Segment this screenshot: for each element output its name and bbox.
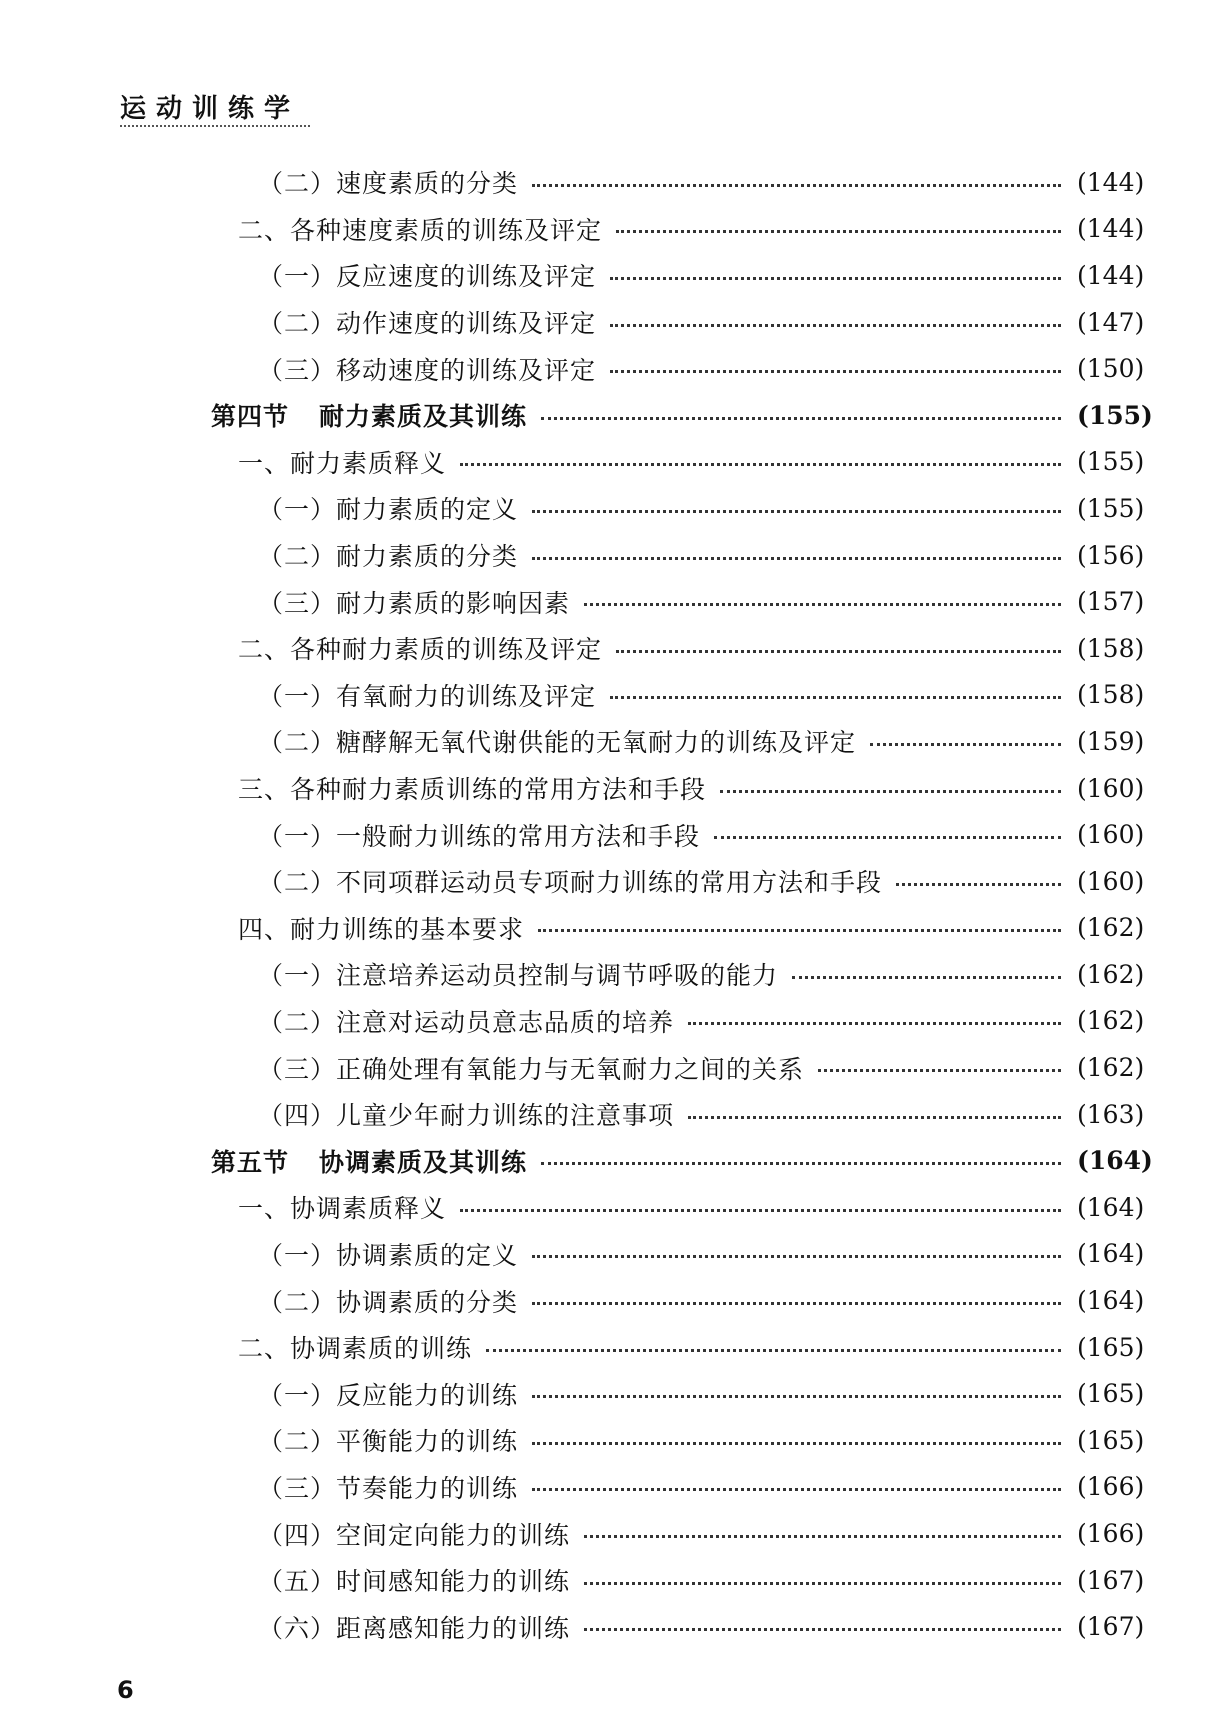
entry-text: （一）耐力素质的定义 (258, 495, 519, 525)
toc-entry-title (258, 1516, 570, 1552)
toc-page-number: (164) (1077, 1146, 1153, 1176)
section-number: 第五节 (211, 1147, 290, 1177)
toc-entry (0, 765, 1223, 812)
entry-text: （一）反应速度的训练及评定 (258, 262, 597, 292)
toc-entry-title (258, 1003, 674, 1039)
toc-entry (0, 951, 1223, 998)
entry-text: （二）糖酵解无氧代谢供能的无氧耐力的训练及评定 (258, 728, 857, 758)
toc-entry-title (238, 211, 602, 247)
dot-leader (896, 883, 1061, 886)
toc-page-number: (155) (1077, 493, 1145, 523)
entry-text: （三）节奏能力的训练 (258, 1473, 519, 1503)
section-title: 协调素质及其训练 (319, 1147, 528, 1177)
dot-leader (688, 1116, 1061, 1119)
entry-text: 一、耐力素质释义 (238, 448, 447, 478)
toc-entry-title (258, 1422, 518, 1458)
toc-entry (0, 905, 1223, 952)
toc-entry-title (238, 444, 446, 480)
toc-entry (0, 532, 1223, 579)
dot-leader (541, 1162, 1061, 1165)
toc-entry-title (258, 584, 570, 620)
toc-entry (0, 439, 1223, 486)
entry-text: （二）不同项群运动员专项耐力训练的常用方法和手段 (258, 868, 883, 898)
toc-page-number: (157) (1077, 587, 1145, 617)
entry-text: 二、各种速度素质的训练及评定 (238, 215, 603, 245)
toc-section-heading (0, 392, 1223, 439)
entry-text: （四）空间定向能力的训练 (258, 1520, 571, 1550)
toc-entry-title (258, 1562, 570, 1598)
entry-text: 四、耐力训练的基本要求 (238, 914, 525, 944)
toc-page-number: (162) (1077, 1006, 1145, 1036)
dot-leader (532, 557, 1061, 560)
toc-entry (0, 1091, 1223, 1138)
toc-page-number: (159) (1077, 726, 1145, 756)
toc-entry (0, 1417, 1223, 1464)
dot-leader (541, 417, 1061, 420)
toc-page-number: (166) (1077, 1519, 1145, 1549)
toc-page-number: (160) (1077, 866, 1145, 896)
toc-entry (0, 1557, 1223, 1604)
entry-text: （三）移动速度的训练及评定 (258, 355, 597, 385)
toc-entry-title (258, 1609, 570, 1645)
toc-page-number: (162) (1077, 959, 1145, 989)
toc-page-number: (164) (1077, 1239, 1145, 1269)
toc-page-number: (150) (1077, 354, 1145, 384)
entry-text: 二、各种耐力素质的训练及评定 (238, 635, 603, 665)
toc-page-number: (155) (1077, 447, 1145, 477)
dot-leader (818, 1069, 1061, 1072)
entry-text: （二）注意对运动员意志品质的培养 (258, 1007, 675, 1037)
toc-entry-title (211, 1143, 527, 1179)
entry-text: （一）协调素质的定义 (258, 1240, 519, 1270)
toc-entry-title (258, 677, 596, 713)
entry-text: 一、协调素质释义 (238, 1194, 447, 1224)
toc-entry-title (258, 1236, 518, 1272)
toc-entry (0, 1044, 1223, 1091)
entry-text: （一）反应能力的训练 (258, 1380, 519, 1410)
toc-entry (0, 1370, 1223, 1417)
entry-text: （一）一般耐力训练的常用方法和手段 (258, 821, 701, 851)
toc-page-number: (160) (1077, 773, 1145, 803)
toc-entry-title (258, 817, 700, 853)
entry-text: （二）动作速度的训练及评定 (258, 309, 597, 339)
dot-leader (460, 1209, 1061, 1212)
section-title: 耐力素质及其训练 (319, 402, 528, 432)
toc-entry (0, 858, 1223, 905)
dot-leader (486, 1349, 1061, 1352)
dot-leader (616, 230, 1061, 233)
entry-text: 三、各种耐力素质训练的常用方法和手段 (238, 775, 707, 805)
entry-text: （一）有氧耐力的训练及评定 (258, 681, 597, 711)
toc-page-number: (165) (1077, 1379, 1145, 1409)
page-number: 6 (117, 1676, 134, 1704)
dot-leader (792, 976, 1061, 979)
toc-entry-title (238, 1189, 446, 1225)
entry-text: （六）距离感知能力的训练 (258, 1613, 571, 1643)
dot-leader (584, 1628, 1061, 1631)
entry-text: （二）平衡能力的训练 (258, 1427, 519, 1457)
dot-leader (532, 510, 1061, 513)
dot-leader (532, 184, 1061, 187)
toc-page-number: (155) (1077, 400, 1153, 430)
toc-page-number: (164) (1077, 1286, 1145, 1316)
toc-page-number: (166) (1077, 1472, 1145, 1502)
toc-entry-title (258, 1469, 518, 1505)
dot-leader (532, 1395, 1061, 1398)
toc-entry (0, 718, 1223, 765)
dot-leader (616, 650, 1061, 653)
dot-leader (610, 277, 1061, 280)
toc-entry-title (258, 1050, 804, 1086)
entry-text: （二）速度素质的分类 (258, 169, 519, 199)
toc-entry (0, 1603, 1223, 1650)
dot-leader (714, 836, 1061, 839)
dot-leader (610, 370, 1061, 373)
toc-section-heading (0, 1137, 1223, 1184)
toc-entry (0, 159, 1223, 206)
entry-text: （五）时间感知能力的训练 (258, 1567, 571, 1597)
toc-entry-title (258, 1096, 674, 1132)
toc-page-number: (167) (1077, 1612, 1145, 1642)
toc-entry-title (258, 490, 518, 526)
dot-leader (610, 696, 1061, 699)
toc-entry-title (258, 956, 778, 992)
table-of-contents (0, 159, 1223, 1650)
toc-page-number: (162) (1077, 1053, 1145, 1083)
toc-entry-title (258, 351, 596, 387)
dot-leader (584, 603, 1061, 606)
dot-leader (532, 1488, 1061, 1491)
toc-page-number: (163) (1077, 1099, 1145, 1129)
toc-page-number: (165) (1077, 1425, 1145, 1455)
entry-text: （四）儿童少年耐力训练的注意事项 (258, 1101, 675, 1131)
toc-entry-title (238, 1329, 472, 1365)
dot-leader (460, 463, 1061, 466)
toc-entry-title (258, 863, 882, 899)
toc-entry-title (258, 1283, 518, 1319)
entry-text: （三）正确处理有氧能力与无氧耐力之间的关系 (258, 1054, 805, 1084)
toc-page-number: (144) (1077, 214, 1145, 244)
toc-entry (0, 299, 1223, 346)
entry-text: （二）耐力素质的分类 (258, 542, 519, 572)
dot-leader (538, 929, 1061, 932)
toc-entry (0, 252, 1223, 299)
dot-leader (532, 1302, 1061, 1305)
dot-leader (532, 1255, 1061, 1258)
dot-leader (532, 1442, 1061, 1445)
header-rule (120, 125, 310, 127)
toc-entry-title (258, 304, 596, 340)
toc-entry (0, 1464, 1223, 1511)
toc-entry (0, 998, 1223, 1045)
toc-entry (0, 625, 1223, 672)
toc-entry-title (211, 397, 527, 433)
dot-leader (584, 1582, 1061, 1585)
toc-entry (0, 811, 1223, 858)
toc-entry-title (258, 723, 856, 759)
toc-entry (0, 345, 1223, 392)
toc-entry-title (258, 164, 518, 200)
dot-leader (688, 1022, 1061, 1025)
entry-text: 二、协调素质的训练 (238, 1334, 473, 1364)
toc-page-number: (144) (1077, 260, 1145, 290)
toc-entry (0, 578, 1223, 625)
toc-entry-title (258, 1376, 518, 1412)
toc-page-number: (156) (1077, 540, 1145, 570)
toc-entry (0, 206, 1223, 253)
toc-entry (0, 1231, 1223, 1278)
entry-text: （一）注意培养运动员控制与调节呼吸的能力 (258, 961, 779, 991)
toc-page-number: (144) (1077, 167, 1145, 197)
dot-leader (584, 1535, 1061, 1538)
entry-text: （三）耐力素质的影响因素 (258, 588, 571, 618)
toc-page-number: (160) (1077, 820, 1145, 850)
toc-entry (0, 1277, 1223, 1324)
toc-page-number: (147) (1077, 307, 1145, 337)
toc-page-number: (165) (1077, 1332, 1145, 1362)
toc-entry (0, 1184, 1223, 1231)
toc-entry-title (238, 910, 524, 946)
dot-leader (720, 790, 1061, 793)
toc-entry-title (258, 257, 596, 293)
running-header (120, 88, 300, 125)
book-title: 运动训练学 (120, 94, 301, 124)
toc-page-number: (164) (1077, 1192, 1145, 1222)
toc-page-number: (158) (1077, 680, 1145, 710)
toc-entry (0, 485, 1223, 532)
section-number: 第四节 (211, 402, 290, 432)
toc-entry-title (238, 630, 602, 666)
entry-text: （二）协调素质的分类 (258, 1287, 519, 1317)
dot-leader (870, 743, 1061, 746)
toc-page-number: (162) (1077, 913, 1145, 943)
toc-entry (0, 1324, 1223, 1371)
toc-entry (0, 672, 1223, 719)
toc-page-number: (167) (1077, 1565, 1145, 1595)
toc-entry-title (238, 770, 706, 806)
toc-entry-title (258, 537, 518, 573)
dot-leader (610, 324, 1061, 327)
toc-page-number: (158) (1077, 633, 1145, 663)
toc-entry (0, 1510, 1223, 1557)
